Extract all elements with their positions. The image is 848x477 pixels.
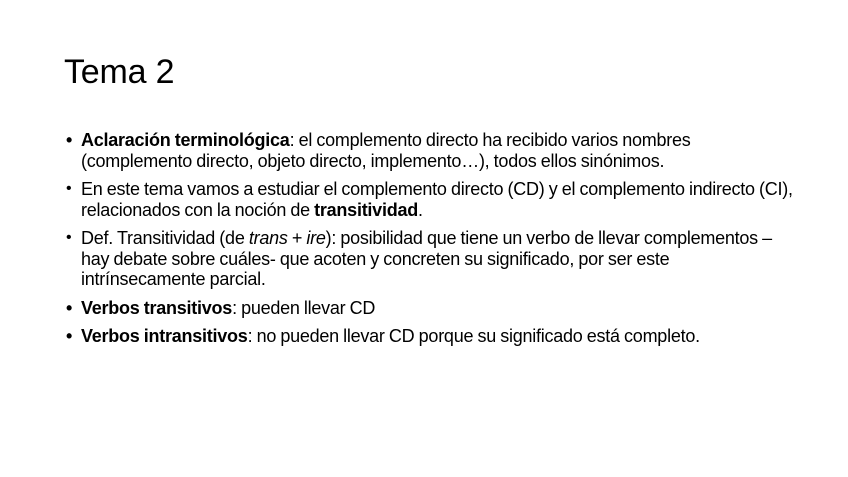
plus-sign: + [287, 228, 307, 248]
bullet-icon: • [66, 326, 73, 346]
bullet-text: : no pueden llevar CD porque su significado está completo. [247, 326, 700, 346]
slide-title: Tema 2 [64, 53, 175, 91]
bullet-text-prefix: Def. Transitividad (de [81, 228, 249, 248]
bullet-icon: • [66, 180, 72, 197]
bullet-text: En este tema vamos a estudiar el complemento directo (CD) y el complemento indirecto (CI), relacionados con la noción de [81, 179, 793, 220]
bullet-term: Verbos transitivos [81, 297, 233, 318]
bullet-item-intransitive [66, 326, 796, 347]
bullet-term: transitividad [314, 199, 418, 220]
bullet-text: : el complemento directo ha recibido varios nombres (complemento directo, objeto directo, implemento…), todos ellos sinónimos. [81, 130, 691, 171]
bullet-text: : pueden llevar CD [232, 297, 376, 318]
bullet-list [66, 130, 796, 355]
bullet-icon: • [66, 130, 73, 150]
bullet-item-definition [66, 228, 796, 290]
latin-term-trans: trans [248, 228, 288, 248]
bullet-icon: • [66, 229, 72, 246]
bullet-text: ): posibilidad que tiene un verbo de llevar complementos –hay debate sobre cuáles- que acoten y concreten su significado, por ser este intrínsecamente parcial. [81, 228, 772, 289]
latin-term-ire: ire [306, 228, 326, 248]
bullet-term: Verbos intransitivos [81, 326, 248, 346]
bullet-icon: • [66, 297, 73, 318]
bullet-item-transitive [66, 298, 796, 319]
bullet-item-topic [66, 179, 796, 220]
bullet-text-end: . [417, 199, 423, 220]
bullet-term: Aclaración terminológica [81, 130, 290, 150]
bullet-item-terminology [66, 130, 796, 171]
